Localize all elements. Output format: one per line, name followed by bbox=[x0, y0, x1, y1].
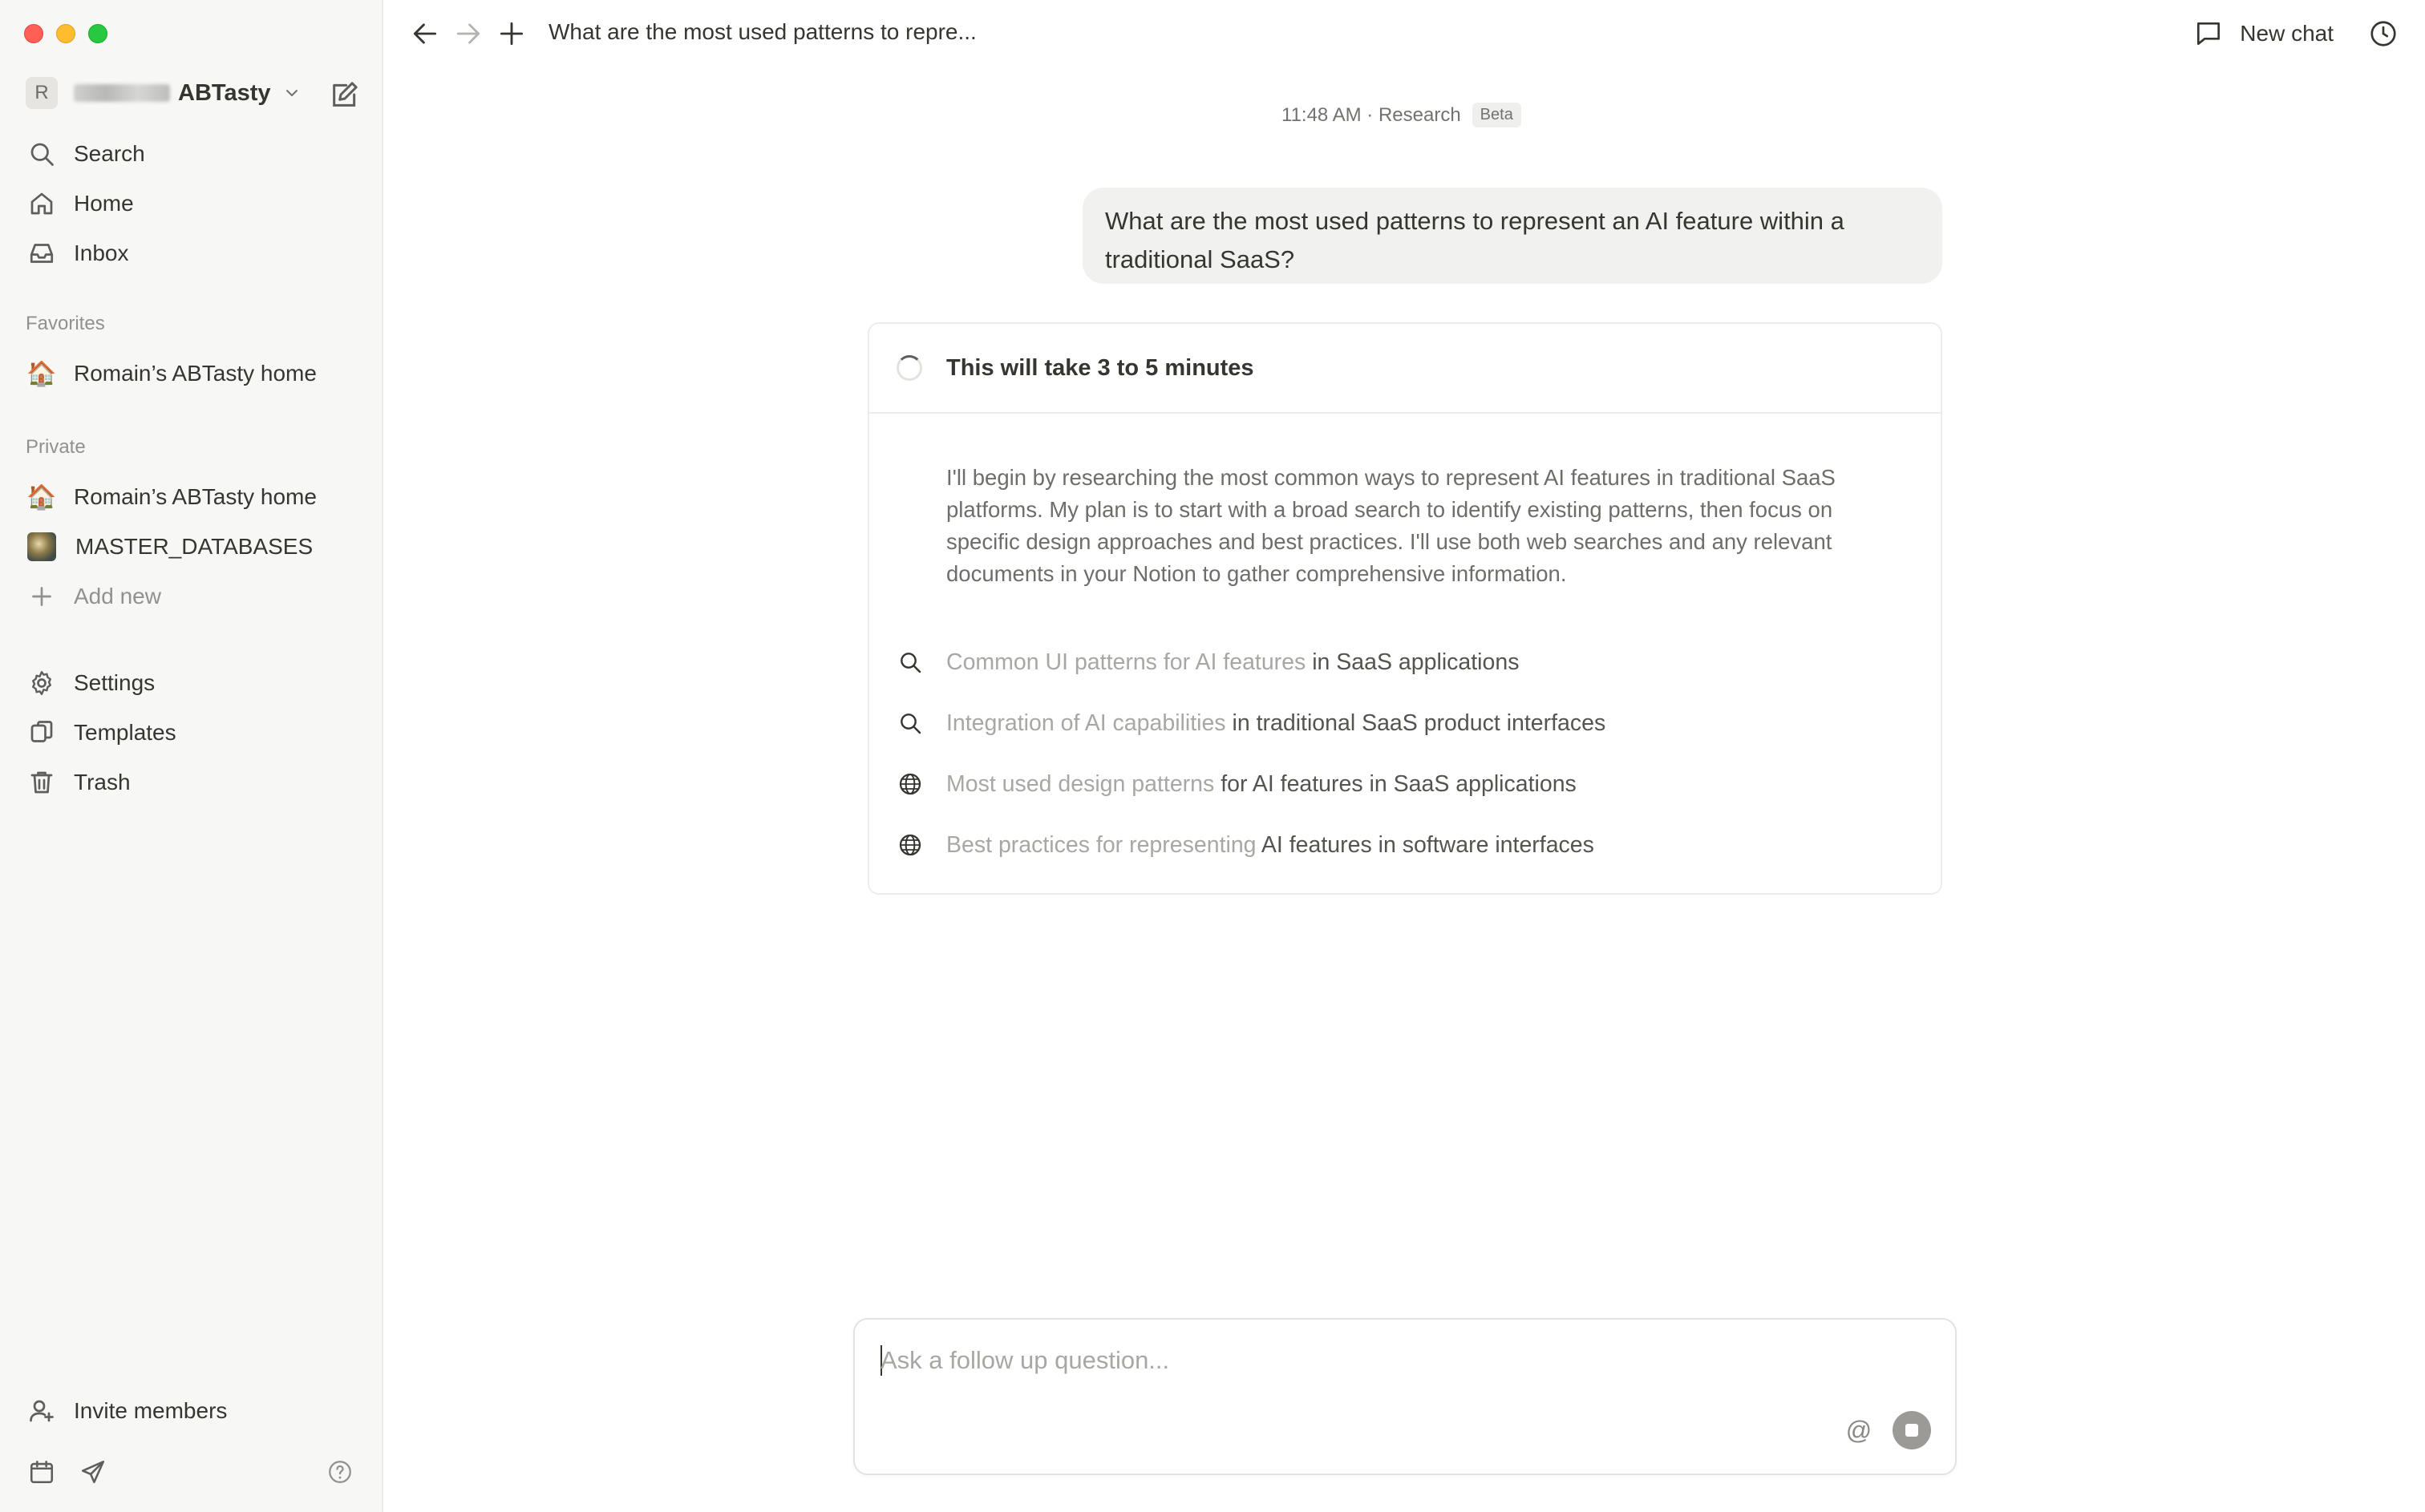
redacted-text bbox=[74, 84, 170, 102]
arrow-left-icon bbox=[410, 18, 440, 49]
workspace-name: ABTasty bbox=[178, 79, 271, 106]
query-text-done: for AI features in SaaS applications bbox=[1214, 770, 1577, 797]
sidebar-item-trash[interactable] bbox=[26, 762, 366, 803]
chat-title: What are the most used patterns to repre... bbox=[549, 19, 977, 44]
research-query bbox=[897, 705, 1605, 741]
add-person-icon bbox=[26, 1395, 58, 1427]
send-icon[interactable] bbox=[77, 1456, 109, 1488]
favorites-heading: Favorites bbox=[26, 313, 105, 334]
globe-icon bbox=[897, 770, 924, 798]
sidebar-item-label: Romain’s ABTasty home bbox=[74, 484, 317, 509]
add-new-button[interactable] bbox=[26, 576, 366, 617]
inbox-icon bbox=[26, 237, 58, 269]
stop-icon bbox=[1905, 1424, 1918, 1437]
window-controls bbox=[24, 24, 107, 43]
globe-icon bbox=[897, 831, 924, 859]
templates-icon bbox=[26, 717, 58, 749]
query-text-pending: Integration of AI capabilities bbox=[946, 710, 1226, 736]
research-query bbox=[897, 645, 1519, 680]
help-icon[interactable] bbox=[324, 1456, 356, 1488]
plus-icon bbox=[496, 18, 527, 49]
sidebar bbox=[0, 0, 383, 1512]
message-meta bbox=[1281, 103, 1521, 127]
message-mode: Research bbox=[1378, 103, 1461, 126]
loading-spinner-icon bbox=[897, 355, 922, 381]
private-heading: Private bbox=[26, 436, 86, 458]
sidebar-item-home[interactable] bbox=[26, 183, 366, 224]
search-icon bbox=[897, 649, 924, 676]
calendar-icon[interactable] bbox=[26, 1456, 58, 1488]
message-time: 11:48 AM bbox=[1281, 103, 1362, 126]
invite-members-button[interactable] bbox=[26, 1390, 366, 1432]
house-icon: 🏠 bbox=[26, 360, 57, 387]
sidebar-item-templates[interactable] bbox=[26, 712, 366, 754]
sidebar-item-favorite-home[interactable] bbox=[26, 353, 366, 394]
research-plan: I'll begin by researching the most common ways to represent AI features in traditional SaaS platforms. My plan is to start with a broad search to identify existing patterns, then focus on specific design approaches and best practices. I'll use both web searches and any relevant documents in your Notion to gather comprehensive information. bbox=[946, 465, 1836, 586]
search-icon bbox=[26, 138, 58, 170]
minimize-window-button[interactable] bbox=[56, 24, 75, 43]
research-card bbox=[868, 322, 1942, 895]
query-text-pending: Best practices for representing bbox=[946, 831, 1257, 858]
composer bbox=[853, 1318, 1957, 1475]
query-text-pending: Common UI patterns for AI features bbox=[946, 649, 1306, 675]
sidebar-item-inbox[interactable] bbox=[26, 232, 366, 274]
query-text-pending: Most used design patterns bbox=[946, 770, 1215, 797]
workspace-switcher[interactable] bbox=[26, 77, 361, 109]
research-status-text: This will take 3 to 5 minutes bbox=[946, 354, 1254, 381]
new-tab-button[interactable] bbox=[494, 16, 529, 51]
sidebar-item-label: Inbox bbox=[74, 241, 129, 265]
add-new-label: Add new bbox=[74, 584, 161, 608]
sidebar-item-search[interactable] bbox=[26, 133, 366, 175]
gear-icon bbox=[26, 667, 58, 699]
database-thumbnail bbox=[27, 532, 56, 561]
back-button[interactable] bbox=[407, 16, 443, 51]
trash-icon bbox=[26, 766, 58, 798]
clock-icon bbox=[2368, 18, 2399, 49]
maximize-window-button[interactable] bbox=[88, 24, 107, 43]
chat-bubble-icon bbox=[2193, 18, 2224, 49]
query-text-done: in SaaS applications bbox=[1306, 649, 1520, 675]
meta-separator: · bbox=[1361, 103, 1378, 126]
research-query bbox=[897, 766, 1577, 802]
stop-button[interactable] bbox=[1893, 1411, 1931, 1449]
research-status[interactable] bbox=[869, 324, 1941, 414]
chevron-down-icon bbox=[282, 83, 302, 103]
query-text-done: AI features in software interfaces bbox=[1256, 831, 1594, 858]
sidebar-item-settings[interactable] bbox=[26, 662, 366, 704]
new-chat-label: New chat bbox=[2240, 21, 2334, 46]
sidebar-item-label: Templates bbox=[74, 720, 176, 745]
close-window-button[interactable] bbox=[24, 24, 43, 43]
plus-icon bbox=[26, 580, 58, 612]
mention-icon[interactable]: @ bbox=[1845, 1415, 1872, 1445]
user-message: What are the most used patterns to represent an AI feature within a traditional SaaS? bbox=[1083, 188, 1942, 284]
invite-members-label: Invite members bbox=[74, 1398, 228, 1423]
sidebar-item-label: Search bbox=[74, 141, 145, 166]
query-text-done: in traditional SaaS product interfaces bbox=[1225, 710, 1606, 736]
house-icon: 🏠 bbox=[26, 483, 57, 511]
sidebar-footer bbox=[26, 1456, 356, 1488]
sidebar-item-master-databases[interactable] bbox=[26, 526, 366, 568]
follow-up-input[interactable] bbox=[881, 1340, 1843, 1381]
sidebar-item-private-home[interactable] bbox=[26, 476, 366, 518]
search-icon bbox=[897, 710, 924, 737]
workspace-avatar: R bbox=[26, 77, 58, 109]
sidebar-item-label: MASTER_DATABASES bbox=[75, 534, 314, 559]
sidebar-item-label: Home bbox=[74, 191, 134, 216]
new-chat-button[interactable] bbox=[2193, 14, 2334, 53]
beta-badge: Beta bbox=[1472, 103, 1521, 127]
forward-button[interactable] bbox=[451, 16, 486, 51]
sidebar-item-label: Settings bbox=[74, 670, 156, 695]
sidebar-item-label: Romain’s ABTasty home bbox=[74, 361, 317, 386]
sidebar-item-label: Trash bbox=[74, 770, 131, 794]
home-icon bbox=[26, 188, 58, 220]
new-page-icon[interactable] bbox=[329, 79, 361, 111]
research-query bbox=[897, 827, 1594, 863]
arrow-right-icon bbox=[453, 18, 484, 49]
history-button[interactable] bbox=[2366, 16, 2401, 51]
